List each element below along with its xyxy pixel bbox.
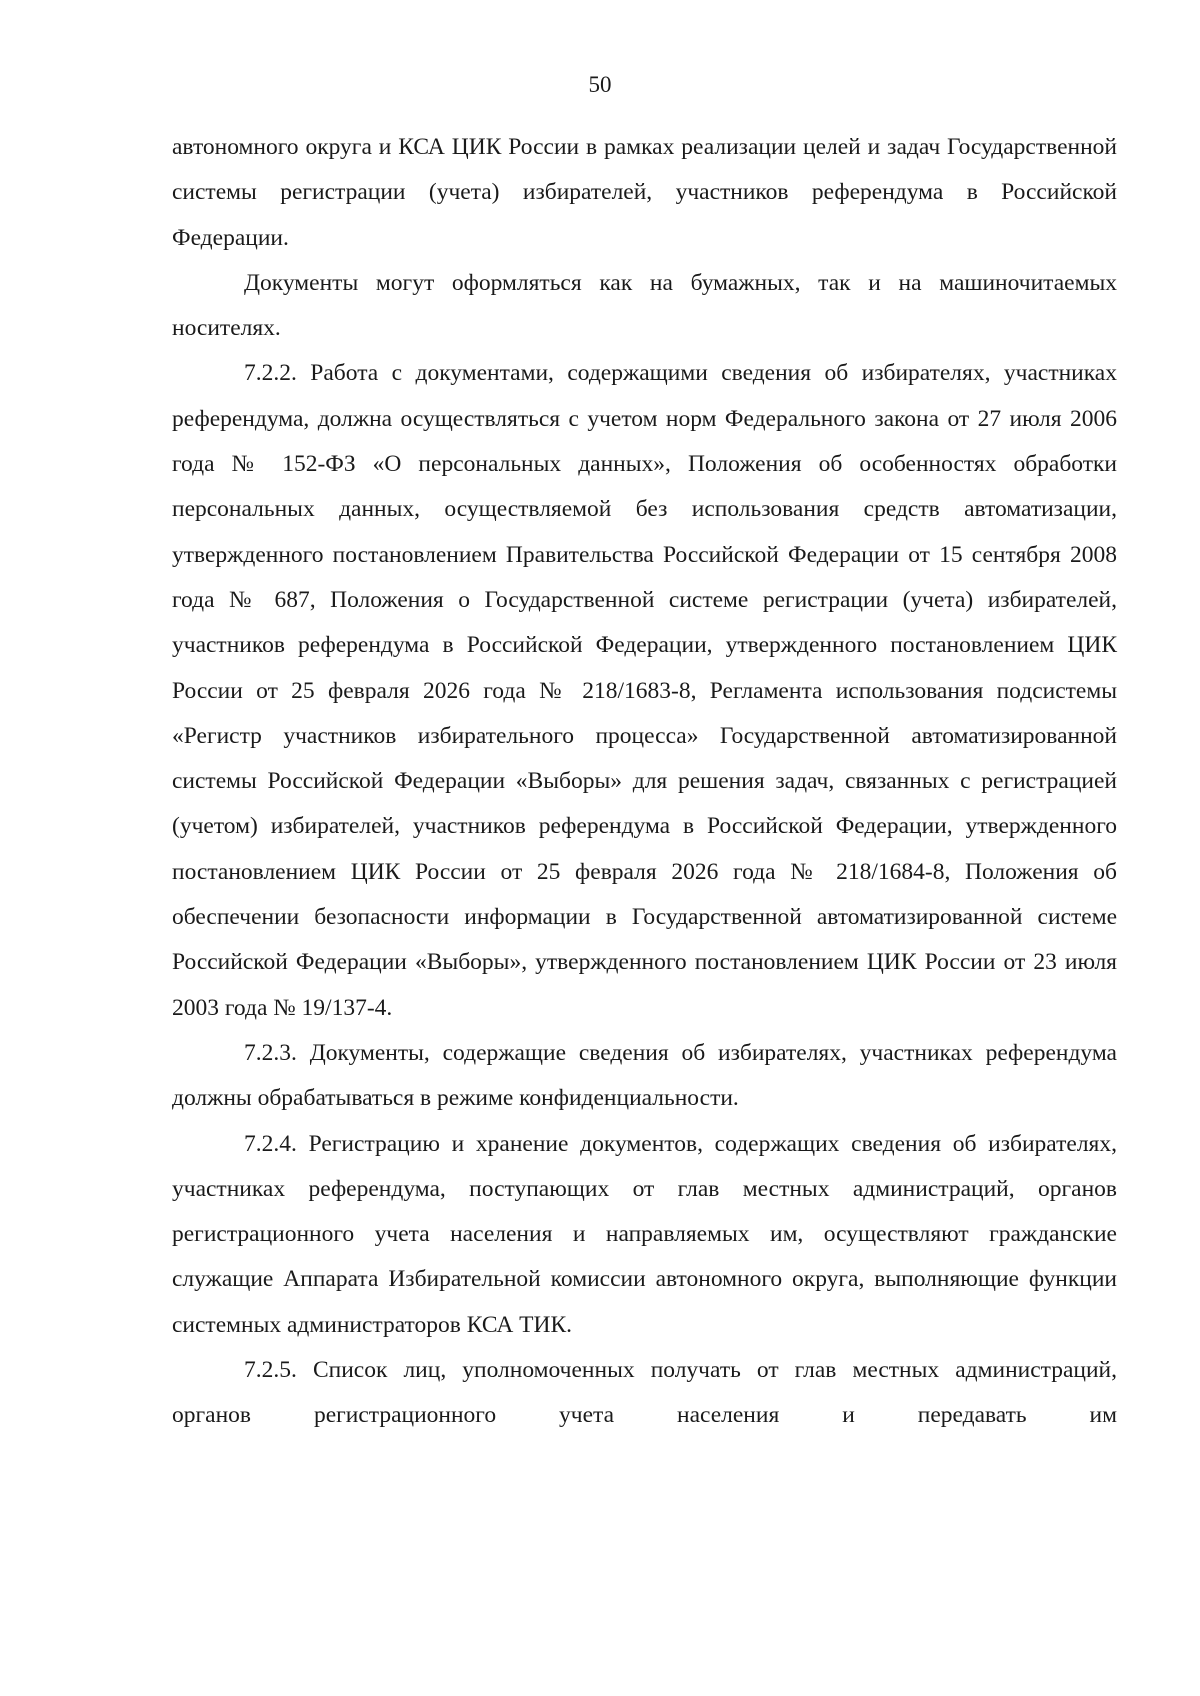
paragraph-continuation: автономного округа и КСА ЦИК России в рамках реализации целей и задач Государственной системы регистрации (учета) избирателей, участников референдума в Российской Федерации. bbox=[172, 134, 1117, 251]
paragraph-documents-media: Документы могут оформляться как на бумажных, так и на машиночитаемых носителях. bbox=[172, 269, 1117, 342]
paragraph-7-2-5: 7.2.5. Список лиц, уполномоченных получать от глав местных администраций, органов регистрационного учета населения и передавать им bbox=[172, 1357, 1117, 1429]
paragraph-7-2-2: 7.2.2. Работа с документами, содержащими сведения об избирателях, участниках референдума, должна осуществляться с учетом норм Федерального закона от 27 июля 2006 года № 152-ФЗ «О персональных данных», Положения об особенностях обработки персональных данных, осуществляемой без использования средств автоматизации, утвержденного постановлением Правительства Российской Федерации от 15 сентября 2008 года № 687, Положения о Государственной системе регистрации (учета) избирателей, участников референдума в Российской Федерации, утвержденного постановлением ЦИК России от 25 февраля 2026 года № 218/1683-8, Регламента использования подсистемы «Регистр участников избирательного процесса» Государственной автоматизированной системы Российской Федерации «Выборы» для решения задач, связанных с регистрацией (учетом) избирателей, участников референдума в Российской Федерации, утвержденного постановлением ЦИК России от 25 февраля 2026 года № 218/1684-8, Положения об обеспечении безопасности информации в Государственной автоматизированной системе Российской Федерации «Выборы», утвержденного постановлением ЦИК России от 23 июля 2003 года № 19/137-4. bbox=[172, 360, 1117, 1021]
document-body bbox=[172, 125, 1117, 1439]
paragraph-7-2-4: 7.2.4. Регистрацию и хранение документов, содержащих сведения об избирателях, участниках референдума, поступающих от глав местных администраций, органов регистрационного учета населения и направляемых им, осуществляют гражданские служащие Аппарата Избирательной комиссии автономного округа, выполняющие функции системных администраторов КСА ТИК. bbox=[172, 1130, 1117, 1338]
page-number: 50 bbox=[588, 72, 612, 97]
paragraph-7-2-3: 7.2.3. Документы, содержащие сведения об избирателях, участниках референдума должны обрабатываться в режиме конфиденциальности. bbox=[172, 1039, 1117, 1112]
